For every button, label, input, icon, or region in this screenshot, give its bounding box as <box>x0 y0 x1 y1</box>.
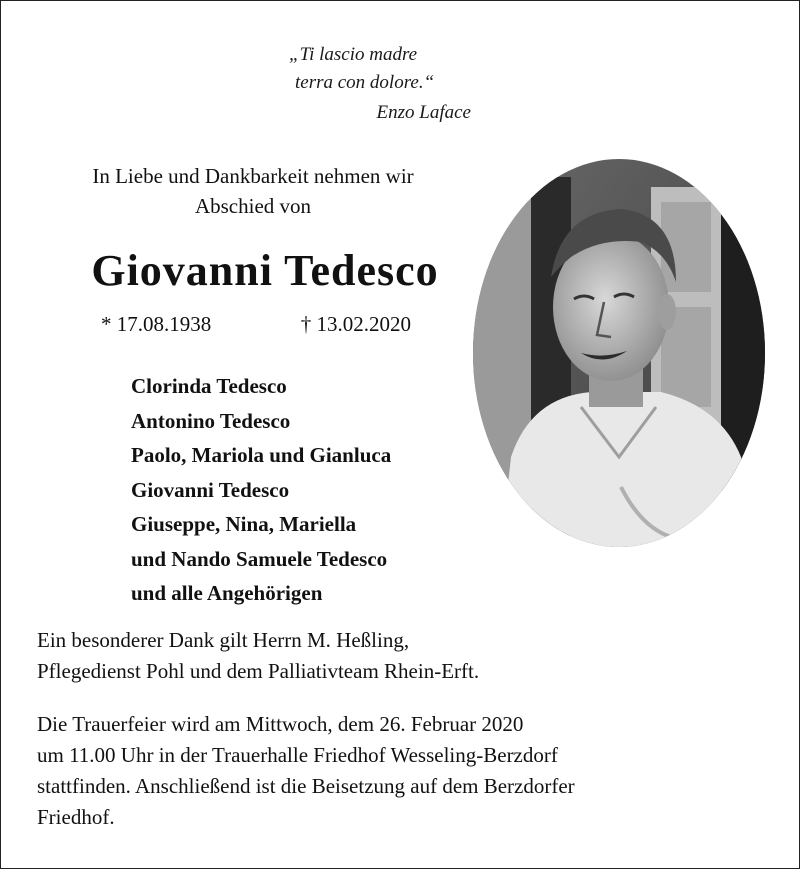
mourner-line: Giovanni Tedesco <box>131 477 290 502</box>
acknowledgement <box>37 625 777 687</box>
mourner-line: Giuseppe, Nina, Mariella <box>131 512 357 536</box>
deceased-name: Giovanni Tedesco <box>91 246 439 295</box>
mourner-line: und alle Angehörigen <box>131 581 323 605</box>
ceremony-line: Friedhof. <box>37 805 115 829</box>
thanks-line: Ein besonderer Dank gilt Herrn M. Heßling, <box>37 628 410 652</box>
quote-line-1: „Ti lascio madre <box>289 44 418 65</box>
quote-author: Enzo Laface <box>376 102 471 123</box>
mourner-line: Paolo, Mariola und Gianluca <box>131 443 392 467</box>
death-date: † 13.02.2020 <box>300 312 411 336</box>
ceremony-line: um 11.00 Uhr in der Trauerhalle Friedhof Wesseling-Berzdorf <box>37 743 558 767</box>
ceremony-line: stattfinden. Anschließend ist die Beisetzung auf dem Berzdorfer <box>37 774 575 798</box>
intro-line-2: Abschied von <box>194 194 312 218</box>
intro-line-1: In Liebe und Dankbarkeit nehmen wir <box>92 164 414 188</box>
mourner-line: Antonino Tedesco <box>131 408 291 433</box>
mourner-line: Clorinda Tedesco <box>131 374 287 398</box>
birth-date: * 17.08.1938 <box>101 312 212 336</box>
mourners-list <box>131 369 471 611</box>
portrait-photo-icon <box>471 157 767 549</box>
mourner-line: und Nando Samuele Tedesco <box>131 546 388 571</box>
funeral-details <box>37 709 777 833</box>
intro-text <box>41 161 465 221</box>
quote-line-2: terra con dolore.“ <box>295 72 435 93</box>
life-dates <box>101 309 411 339</box>
thanks-line: Pflegedienst Pohl und dem Palliativteam Rhein-Erft. <box>37 659 480 683</box>
epigraph-quote <box>281 41 471 127</box>
ceremony-line: Die Trauerfeier wird am Mittwoch, dem 26. Februar 2020 <box>37 712 524 736</box>
